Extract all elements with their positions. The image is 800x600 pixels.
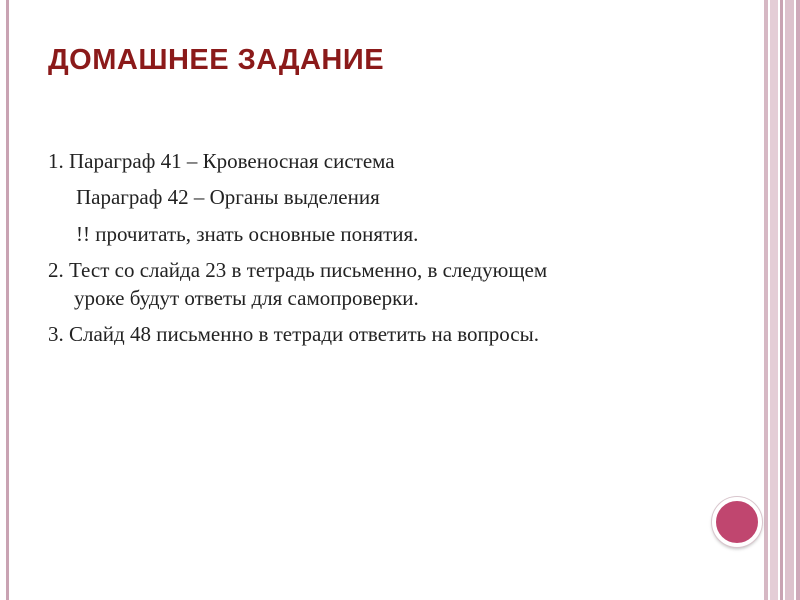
list-item: !! прочитать, знать основные понятия. [76,221,419,246]
list-item: 3. Слайд 48 письменно в тетради ответить на вопросы. [48,322,539,347]
list-item: Параграф 42 – Органы выделения [76,185,380,210]
right-border-band [764,0,768,600]
slide-title: ДОМАШНЕЕ ЗАДАНИЕ [48,44,385,76]
circle-nav-icon[interactable] [712,497,762,547]
list-item-continuation: уроке будут ответы для самопроверки. [74,286,419,310]
slide-body [48,148,728,358]
left-decorative-border [0,0,10,600]
list-item: 1. Параграф 41 – Кровеносная система [48,149,395,173]
right-border-band [785,0,794,600]
right-border-band [780,0,783,600]
right-border-band [796,0,800,600]
list-item: 2. Тест со слайда 23 в тетрадь письменно, в следующем [48,257,548,282]
right-decorative-border [764,0,800,600]
right-border-band [770,0,778,600]
left-border-stripe [6,0,9,600]
